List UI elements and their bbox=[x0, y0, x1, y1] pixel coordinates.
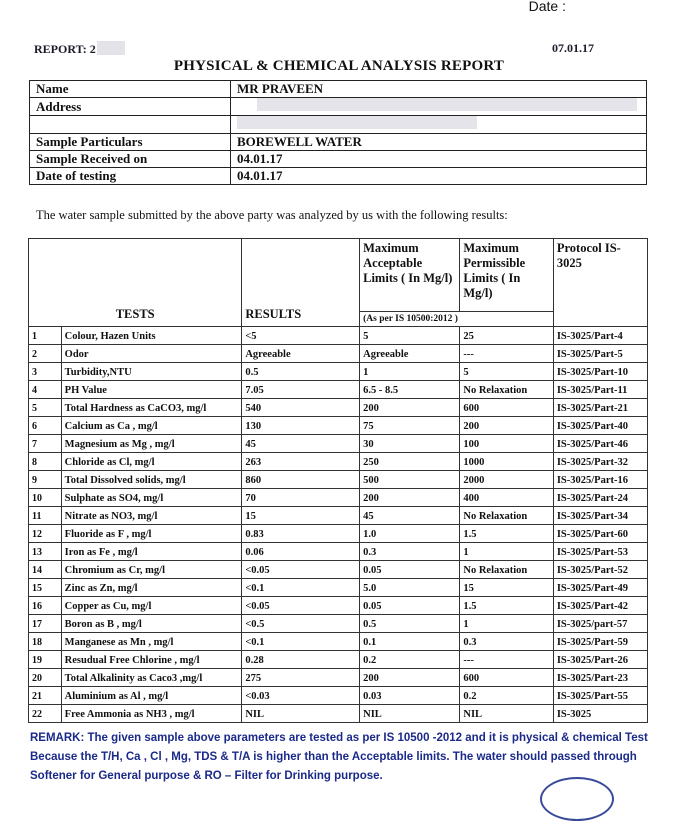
protocol-ref: IS-3025/Part-59 bbox=[553, 633, 647, 651]
protocol-ref: IS-3025/Part-10 bbox=[553, 363, 647, 381]
row-number: 8 bbox=[29, 453, 62, 471]
test-name: Zinc as Zn, mg/l bbox=[61, 579, 242, 597]
test-name: Colour, Hazen Units bbox=[61, 327, 242, 345]
table-row bbox=[29, 561, 648, 579]
row-number: 4 bbox=[29, 381, 62, 399]
acceptable-header: Maximum Acceptable Limits ( In Mg/l) bbox=[360, 239, 460, 312]
permissible-limit: 1.5 bbox=[460, 597, 553, 615]
row-number: 3 bbox=[29, 363, 62, 381]
result-value: 7.05 bbox=[242, 381, 360, 399]
stamp-seal bbox=[540, 777, 614, 821]
test-name: Total Alkalinity as Caco3 ,mg/l bbox=[61, 669, 242, 687]
remark-line-2: Because the T/H, Ca , Cl , Mg, TDS & T/A is higher than the Acceptable limits. The water should passed through bbox=[30, 751, 637, 763]
table-row bbox=[29, 507, 648, 525]
result-value: 275 bbox=[242, 669, 360, 687]
protocol-ref: IS-3025/Part-23 bbox=[553, 669, 647, 687]
acceptable-limit: 1.0 bbox=[360, 525, 460, 543]
acceptable-limit: Agreeable bbox=[360, 345, 460, 363]
info-row-sample-received bbox=[30, 151, 647, 168]
table-row bbox=[29, 345, 648, 363]
result-value: 0.83 bbox=[242, 525, 360, 543]
test-name: Resudual Free Chlorine , mg/l bbox=[61, 651, 242, 669]
table-row bbox=[29, 705, 648, 723]
name-value: MR PRAVEEN bbox=[231, 81, 647, 98]
date-testing-value: 04.01.17 bbox=[231, 168, 647, 185]
result-value: 540 bbox=[242, 399, 360, 417]
row-number: 1 bbox=[29, 327, 62, 345]
permissible-limit: 0.3 bbox=[460, 633, 553, 651]
table-row bbox=[29, 651, 648, 669]
test-name: Aluminium as Al , mg/l bbox=[61, 687, 242, 705]
standard-note: (As per IS 10500:2012 ) bbox=[360, 312, 554, 327]
row-number: 18 bbox=[29, 633, 62, 651]
address-value bbox=[231, 98, 647, 116]
info-row-address bbox=[30, 98, 647, 116]
table-row bbox=[29, 363, 648, 381]
protocol-ref: IS-3025/Part-34 bbox=[553, 507, 647, 525]
acceptable-limit: 0.1 bbox=[360, 633, 460, 651]
row-number: 10 bbox=[29, 489, 62, 507]
tests-header: TESTS bbox=[29, 239, 242, 327]
result-value: 45 bbox=[242, 435, 360, 453]
permissible-limit: --- bbox=[460, 651, 553, 669]
row-number: 19 bbox=[29, 651, 62, 669]
row-number: 21 bbox=[29, 687, 62, 705]
results-header: RESULTS bbox=[242, 239, 360, 327]
acceptable-limit: 45 bbox=[360, 507, 460, 525]
permissible-limit: 200 bbox=[460, 417, 553, 435]
report-title: PHYSICAL & CHEMICAL ANALYSIS REPORT bbox=[173, 58, 505, 74]
table-row bbox=[29, 525, 648, 543]
test-name: Calcium as Ca , mg/l bbox=[61, 417, 242, 435]
report-date: 07.01.17 bbox=[552, 41, 594, 55]
redacted-address-line2 bbox=[237, 116, 477, 129]
protocol-ref: IS-3025/Part-60 bbox=[553, 525, 647, 543]
result-value: 0.28 bbox=[242, 651, 360, 669]
table-row bbox=[29, 453, 648, 471]
test-name: Iron as Fe , mg/l bbox=[61, 543, 242, 561]
table-row bbox=[29, 633, 648, 651]
result-value: 263 bbox=[242, 453, 360, 471]
info-row-date-testing bbox=[30, 168, 647, 185]
result-value: 130 bbox=[242, 417, 360, 435]
date-testing-label: Date of testing bbox=[30, 168, 231, 185]
result-value: 0.06 bbox=[242, 543, 360, 561]
test-name: Sulphate as SO4, mg/l bbox=[61, 489, 242, 507]
test-name: Copper as Cu, mg/l bbox=[61, 597, 242, 615]
remark-line-3: Softener for General purpose & RO – Filter for Drinking purpose. bbox=[30, 770, 383, 782]
protocol-ref: IS-3025/Part-46 bbox=[553, 435, 647, 453]
protocol-ref: IS-3025 bbox=[553, 705, 647, 723]
test-name: Total Dissolved solids, mg/l bbox=[61, 471, 242, 489]
row-number: 12 bbox=[29, 525, 62, 543]
acceptable-limit: 200 bbox=[360, 669, 460, 687]
table-row bbox=[29, 399, 648, 417]
acceptable-limit: 1 bbox=[360, 363, 460, 381]
acceptable-limit: 0.05 bbox=[360, 561, 460, 579]
acceptable-limit: 5.0 bbox=[360, 579, 460, 597]
results-table bbox=[28, 238, 648, 723]
table-row bbox=[29, 489, 648, 507]
acceptable-limit: 0.3 bbox=[360, 543, 460, 561]
test-name: Fluoride as F , mg/l bbox=[61, 525, 242, 543]
permissible-limit: 100 bbox=[460, 435, 553, 453]
acceptable-limit: 0.05 bbox=[360, 597, 460, 615]
protocol-ref: IS-3025/Part-40 bbox=[553, 417, 647, 435]
result-value: 70 bbox=[242, 489, 360, 507]
test-name: Nitrate as NO3, mg/l bbox=[61, 507, 242, 525]
sample-received-label: Sample Received on bbox=[30, 151, 231, 168]
test-name: Total Hardness as CaCO3, mg/l bbox=[61, 399, 242, 417]
result-value: <0.1 bbox=[242, 633, 360, 651]
protocol-ref: IS-3025/Part-49 bbox=[553, 579, 647, 597]
row-number: 22 bbox=[29, 705, 62, 723]
result-value: 860 bbox=[242, 471, 360, 489]
table-row bbox=[29, 579, 648, 597]
permissible-limit: No Relaxation bbox=[460, 561, 553, 579]
result-value: NIL bbox=[242, 705, 360, 723]
protocol-ref: IS-3025/Part-21 bbox=[553, 399, 647, 417]
acceptable-limit: 75 bbox=[360, 417, 460, 435]
info-row-name bbox=[30, 81, 647, 98]
date-label: Date : bbox=[528, 0, 566, 14]
acceptable-limit: 0.2 bbox=[360, 651, 460, 669]
sample-particulars-label: Sample Particulars bbox=[30, 134, 231, 151]
protocol-ref: IS-3025/Part-52 bbox=[553, 561, 647, 579]
table-row bbox=[29, 417, 648, 435]
report-number-label: REPORT: 2 bbox=[34, 42, 96, 56]
table-row bbox=[29, 435, 648, 453]
row-number: 9 bbox=[29, 471, 62, 489]
info-row-spacer bbox=[30, 116, 647, 134]
table-row bbox=[29, 327, 648, 345]
sample-received-value: 04.01.17 bbox=[231, 151, 647, 168]
acceptable-limit: 30 bbox=[360, 435, 460, 453]
permissible-limit: No Relaxation bbox=[460, 507, 553, 525]
permissible-limit: 1 bbox=[460, 615, 553, 633]
spacer-label-cell bbox=[30, 116, 231, 134]
protocol-ref: IS-3025/Part-55 bbox=[553, 687, 647, 705]
protocol-ref: IS-3025/Part-26 bbox=[553, 651, 647, 669]
result-value: <0.03 bbox=[242, 687, 360, 705]
test-name: Magnesium as Mg , mg/l bbox=[61, 435, 242, 453]
row-number: 14 bbox=[29, 561, 62, 579]
permissible-header: Maximum Permissible Limits ( In Mg/l) bbox=[460, 239, 553, 312]
test-name: Manganese as Mn , mg/l bbox=[61, 633, 242, 651]
result-value: <5 bbox=[242, 327, 360, 345]
sample-particulars-value: BOREWELL WATER bbox=[231, 134, 647, 151]
protocol-ref: IS-3025/Part-42 bbox=[553, 597, 647, 615]
table-row bbox=[29, 471, 648, 489]
row-number: 13 bbox=[29, 543, 62, 561]
sample-info-table bbox=[29, 80, 647, 185]
protocol-ref: IS-3025/Part-5 bbox=[553, 345, 647, 363]
spacer-value-cell bbox=[231, 116, 647, 134]
permissible-limit: 0.2 bbox=[460, 687, 553, 705]
protocol-ref: IS-3025/Part-32 bbox=[553, 453, 647, 471]
row-number: 2 bbox=[29, 345, 62, 363]
test-name: Chromium as Cr, mg/l bbox=[61, 561, 242, 579]
result-value: <0.05 bbox=[242, 561, 360, 579]
row-number: 17 bbox=[29, 615, 62, 633]
test-name: Odor bbox=[61, 345, 242, 363]
row-number: 7 bbox=[29, 435, 62, 453]
protocol-ref: IS-3025/Part-53 bbox=[553, 543, 647, 561]
protocol-ref: IS-3025/Part-24 bbox=[553, 489, 647, 507]
redacted-report-number bbox=[97, 41, 125, 55]
acceptable-limit: 500 bbox=[360, 471, 460, 489]
acceptable-limit: 5 bbox=[360, 327, 460, 345]
permissible-limit: 25 bbox=[460, 327, 553, 345]
test-name: Boron as B , mg/l bbox=[61, 615, 242, 633]
row-number: 6 bbox=[29, 417, 62, 435]
result-value: <0.05 bbox=[242, 597, 360, 615]
permissible-limit: 1 bbox=[460, 543, 553, 561]
acceptable-limit: 250 bbox=[360, 453, 460, 471]
permissible-limit: --- bbox=[460, 345, 553, 363]
acceptable-limit: 200 bbox=[360, 399, 460, 417]
table-row bbox=[29, 687, 648, 705]
result-value: Agreeable bbox=[242, 345, 360, 363]
permissible-limit: NIL bbox=[460, 705, 553, 723]
test-name: Free Ammonia as NH3 , mg/l bbox=[61, 705, 242, 723]
name-label: Name bbox=[30, 81, 231, 98]
test-name: Turbidity,NTU bbox=[61, 363, 242, 381]
protocol-ref: IS-3025/Part-4 bbox=[553, 327, 647, 345]
table-row bbox=[29, 381, 648, 399]
row-number: 5 bbox=[29, 399, 62, 417]
row-number: 16 bbox=[29, 597, 62, 615]
protocol-ref: IS-3025/part-57 bbox=[553, 615, 647, 633]
permissible-limit: 1000 bbox=[460, 453, 553, 471]
acceptable-limit: 6.5 - 8.5 bbox=[360, 381, 460, 399]
permissible-limit: 15 bbox=[460, 579, 553, 597]
info-row-sample-particulars bbox=[30, 134, 647, 151]
acceptable-limit: 0.5 bbox=[360, 615, 460, 633]
protocol-ref: IS-3025/Part-16 bbox=[553, 471, 647, 489]
table-row bbox=[29, 615, 648, 633]
permissible-limit: 2000 bbox=[460, 471, 553, 489]
acceptable-limit: 200 bbox=[360, 489, 460, 507]
results-header-row bbox=[29, 239, 648, 312]
permissible-limit: 1.5 bbox=[460, 525, 553, 543]
permissible-limit: 600 bbox=[460, 669, 553, 687]
acceptable-limit: NIL bbox=[360, 705, 460, 723]
table-row bbox=[29, 669, 648, 687]
table-row bbox=[29, 597, 648, 615]
protocol-ref: IS-3025/Part-11 bbox=[553, 381, 647, 399]
result-value: <0.5 bbox=[242, 615, 360, 633]
redacted-address bbox=[257, 98, 637, 111]
row-number: 20 bbox=[29, 669, 62, 687]
permissible-limit: 400 bbox=[460, 489, 553, 507]
result-value: 15 bbox=[242, 507, 360, 525]
report-number bbox=[34, 41, 125, 57]
address-label: Address bbox=[30, 98, 231, 116]
remark-line-1: REMARK: The given sample above parameters are tested as per IS 10500 -2012 and it is physical & chemical Test bbox=[30, 732, 648, 744]
test-name: PH Value bbox=[61, 381, 242, 399]
table-row bbox=[29, 543, 648, 561]
intro-text: The water sample submitted by the above party was analyzed by us with the following results: bbox=[36, 208, 508, 222]
result-value: 0.5 bbox=[242, 363, 360, 381]
acceptable-limit: 0.03 bbox=[360, 687, 460, 705]
result-value: <0.1 bbox=[242, 579, 360, 597]
test-name: Chloride as Cl, mg/l bbox=[61, 453, 242, 471]
permissible-limit: No Relaxation bbox=[460, 381, 553, 399]
permissible-limit: 5 bbox=[460, 363, 553, 381]
permissible-limit: 600 bbox=[460, 399, 553, 417]
protocol-header: Protocol IS-3025 bbox=[553, 239, 647, 327]
row-number: 11 bbox=[29, 507, 62, 525]
row-number: 15 bbox=[29, 579, 62, 597]
